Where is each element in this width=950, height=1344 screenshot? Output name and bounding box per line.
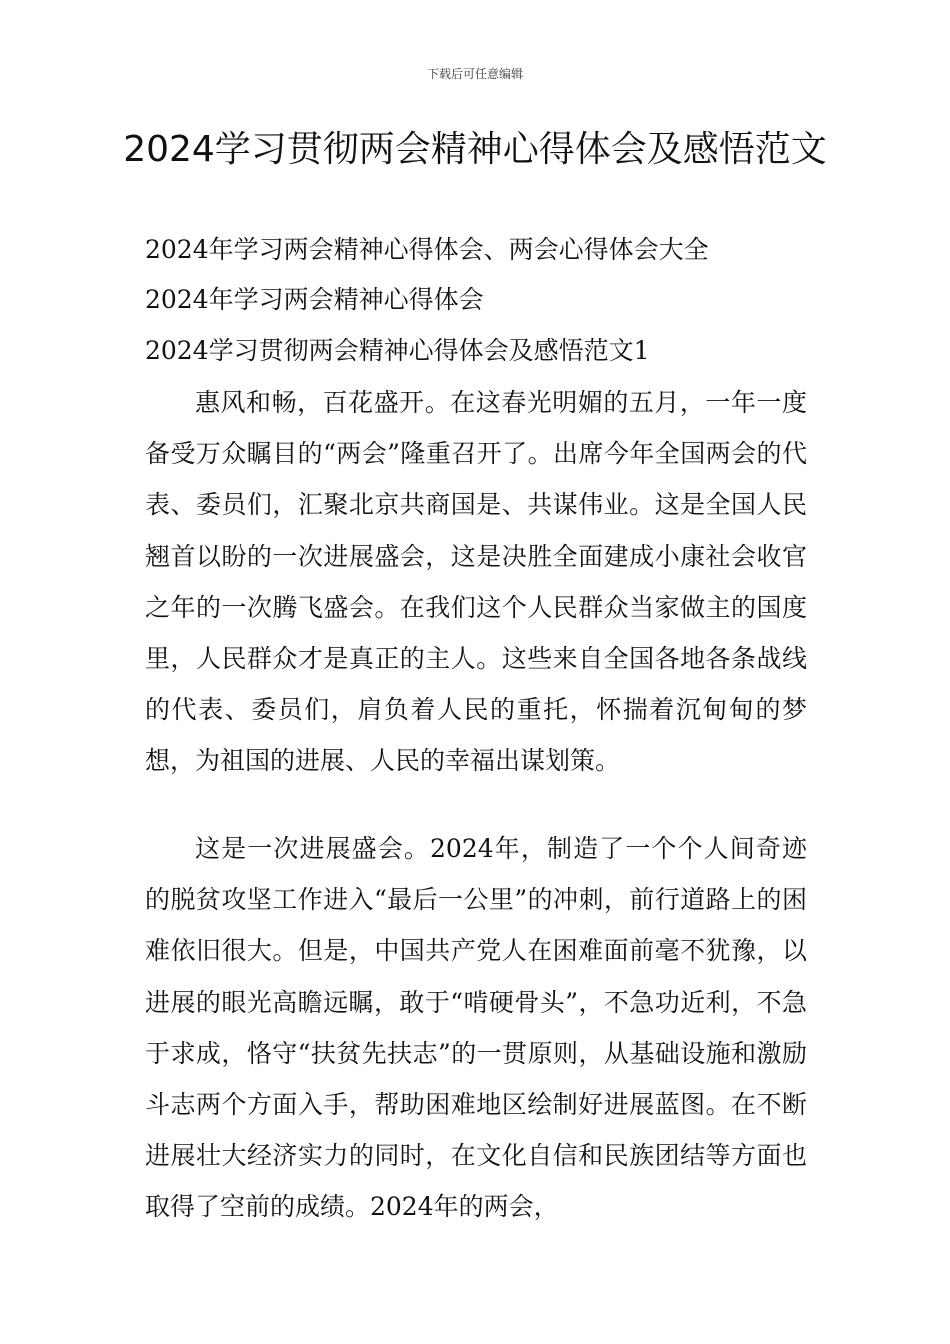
subheading-1: 2024年学习两会精神心得体会、两会心得体会大全: [145, 235, 709, 264]
document-title: 2024学习贯彻两会精神心得体会及感悟范文: [123, 129, 827, 170]
subheading-2: 2024年学习两会精神心得体会: [145, 285, 484, 314]
subheading-3: 2024学习贯彻两会精神心得体会及感悟范文1: [145, 336, 650, 365]
header-note: 下载后可任意编辑: [426, 67, 523, 81]
body-paragraph-2: 这是一次进展盛会。2024年，制造了一个个人间奇迹的脱贫攻坚工作进入“最后一公里”的冲刺，前行道路上的困难依旧很大。但是，中国共产党人在困难面前毫不犹豫，以进展的眼光高瞻远瞩，敢于“啃硬骨头”，不急功近利，不急于求成，恪守“扶贫先扶志”的一贯原则，从基础设施和激励斗志两个方面入手，帮助困难地区绘制好进展蓝图。在不断进展壮大经济实力的同时，在文化自信和民族团结等方面也取得了空前的成绩。2024年的两会，: [145, 834, 807, 1222]
body-paragraph-1: 惠风和畅，百花盛开。在这春光明媚的五月，一年一度备受万众瞩目的“两会”隆重召开了。出席今年全国两会的代表、委员们，汇聚北京共商国是、共谋伟业。这是全国人民翘首以盼的一次进展盛会，这是决胜全面建成小康社会收官之年的一次腾飞盛会。在我们这个人民群众当家做主的国度里，人民群众才是真正的主人。这些来自全国各地各条战线的代表、委员们，肩负着人民的重托，怀揣着沉甸甸的梦想，为祖国的进展、人民的幸福出谋划策。: [145, 388, 807, 776]
